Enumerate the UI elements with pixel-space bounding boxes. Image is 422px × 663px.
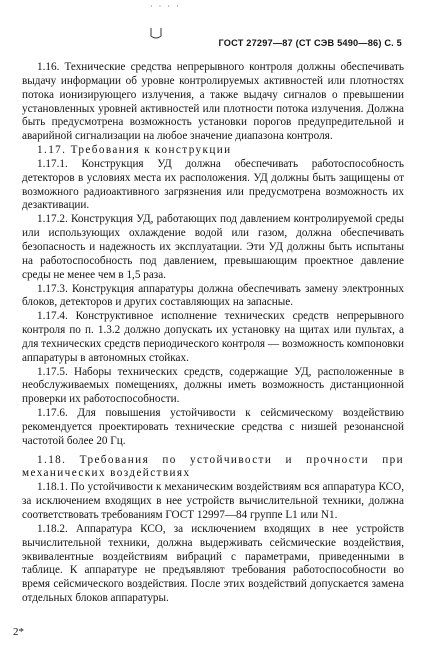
section-heading-1-18: 1.18. Требования по устойчивости и прочности при механических воздействиях (22, 453, 404, 480)
document-body (22, 61, 404, 606)
page-footer-mark: 2* (13, 626, 24, 638)
paragraph-1-17-2: 1.17.2. Конструкция УД, работающих под давлением контролируемой среды или использующих охлаждение водой или газом, должна обеспечивать безопасность и надежность их эксплуатации. Эти УД должны быть испытаны на работоспособность под давлением, превышающим проектное давление среды не менее чем в 1,5 раза. (22, 213, 404, 281)
scan-dots: · · · · (150, 2, 181, 11)
staple-mark (150, 28, 162, 40)
section-heading-1-17: 1.17. Требования к конструкции (37, 144, 232, 157)
paragraph-1-17-1: 1.17.1. Конструкция УД должна обеспечивать работоспособность детекторов в условиях места их расположения. УД должны быть защищены от возможного радиоактивного загрязнения или предусмотрена возможность их дезактивации. (22, 157, 404, 212)
paragraph-1-17-6: 1.17.6. Для повышения устойчивости к сейсмическому воздействию рекомендуется проектировать технические средства с низшей резонансной частотой более 20 Гц. (22, 407, 404, 447)
paragraph-1-17-3: 1.17.3. Конструкция аппаратуры должна обеспечивать замену электронных блоков, детекторов и других составляющих на запасные. (22, 282, 404, 309)
paragraph-1-17-5: 1.17.5. Наборы технических средств, содержащие УД, расположенные в необслуживаемых помещениях, должны иметь возможность дистанционной проверки их работоспособности. (22, 365, 404, 406)
paragraph-1-16: 1.16. Технические средства непрерывного контроля должны обеспечивать выдачу информации об уровне контролируемых активностей или плотностях потока ионизирующего излучения, а также выдачу сигналов о превышении установленных уровней активностей или плотности потока излучения. Должна быть предусмотрена возможность установки порогов предупредительной и аварийной сигнализации на любое значение диапазона контроля. (22, 61, 404, 143)
paragraph-1-18-2: 1.18.2. Аппаратура КСО, за исключением входящих в нее устройств вычислительной техники, должна выдерживать сейсмические воздействия, эквивалентные воздействиям вибраций с параметрами, приведенными в таблице. К аппаратуре не предъявляют требования работоспособности во время сейсмического воздействия. После этих воздействий допускается замена отдельных блоков аппаратуры. (22, 522, 404, 605)
paragraph-1-17-4: 1.17.4. Конструктивное исполнение технических средств непрерывного контроля по п. 1.3.2 должно допускать их установку на щитах или пультах, а для технических средств периодического контроля — возможность компоновки аппаратуры в автономных стойках. (22, 310, 404, 364)
running-header: ГОСТ 27297—87 (СТ СЭВ 5490—86) С. 5 (218, 38, 402, 48)
paragraph-1-18-1: 1.18.1. По устойчивости к механическим воздействиям вся аппаратура КСО, за исключением входящих в нее устройств вычислительной техники, должна соответствовать требованиям ГОСТ 12997—84 группе L1 или N1. (22, 481, 404, 521)
